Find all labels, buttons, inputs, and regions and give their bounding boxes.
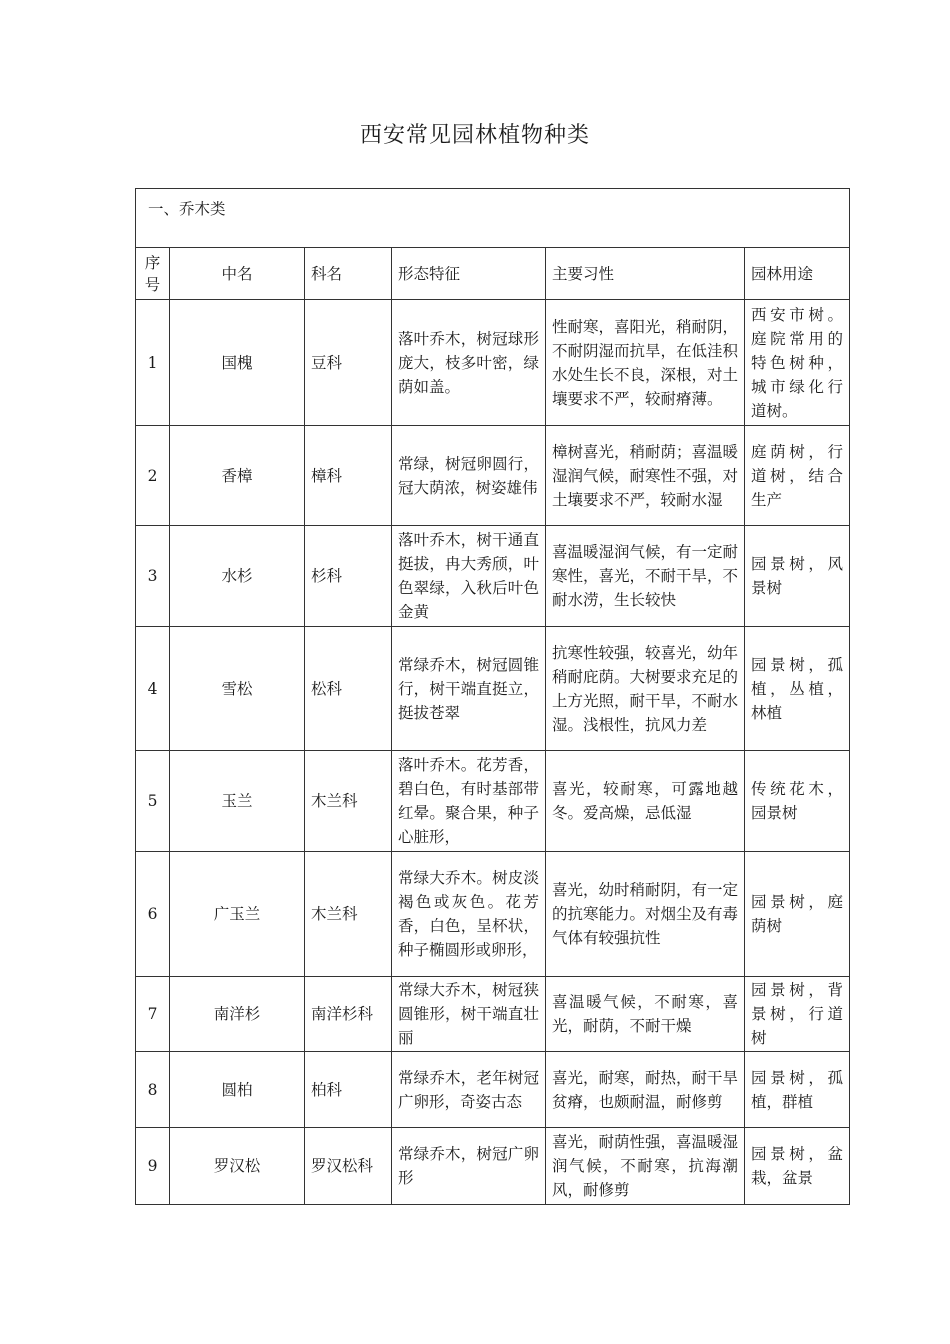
plant-name: 水杉	[170, 526, 305, 627]
plant-name: 香樟	[170, 426, 305, 526]
plant-form: 落叶乔木，树冠球形庞大，枝多叶密，绿荫如盖。	[392, 300, 546, 426]
header-name: 中名	[170, 248, 305, 300]
plant-name: 雪松	[170, 627, 305, 751]
plant-form: 落叶乔木，树干通直挺拔，冉大秀颀，叶色翠绿，入秋后叶色金黄	[392, 526, 546, 627]
row-number: 2	[136, 426, 170, 526]
plant-name: 广玉兰	[170, 852, 305, 977]
table-row	[136, 751, 850, 852]
page-title: 西安常见园林植物种类	[359, 123, 590, 148]
plant-use: 园景树，庭荫树	[745, 852, 850, 977]
plant-habit: 喜光，耐荫性强，喜温暖湿润气候，不耐寒，抗海潮风，耐修剪	[546, 1128, 745, 1205]
plant-use: 园景树，孤植，丛植，林植	[745, 627, 850, 751]
plant-family: 木兰科	[305, 751, 392, 852]
section-heading: 一、乔木类	[136, 189, 850, 248]
plant-family: 木兰科	[305, 852, 392, 977]
table-row	[136, 852, 850, 977]
plant-name: 国槐	[170, 300, 305, 426]
plant-name: 玉兰	[170, 751, 305, 852]
header-no: 序号	[136, 248, 170, 300]
plant-name: 罗汉松	[170, 1128, 305, 1205]
header-family: 科名	[305, 248, 392, 300]
row-number: 8	[136, 1052, 170, 1128]
plant-habit: 樟树喜光，稍耐荫；喜温暖湿润气候，耐寒性不强，对土壤要求不严，较耐水湿	[546, 426, 745, 526]
plant-form: 常绿，树冠卵圆行，冠大荫浓，树姿雄伟	[392, 426, 546, 526]
plant-habit: 性耐寒，喜阳光，稍耐阴，不耐阴湿而抗旱，在低洼积水处生长不良，深根，对土壤要求不严，较耐瘠薄。	[546, 300, 745, 426]
row-number: 7	[136, 977, 170, 1052]
row-number: 5	[136, 751, 170, 852]
plant-form: 常绿乔木，树冠广卵形	[392, 1128, 546, 1205]
plant-family: 柏科	[305, 1052, 392, 1128]
row-number: 3	[136, 526, 170, 627]
row-number: 1	[136, 300, 170, 426]
plant-use: 园景树，背景树，行道树	[745, 977, 850, 1052]
plant-family: 松科	[305, 627, 392, 751]
plant-form: 常绿乔木，树冠圆锥行，树干端直挺立，挺拔苍翠	[392, 627, 546, 751]
plant-use: 园景树，盆栽，盆景	[745, 1128, 850, 1205]
table-row	[136, 627, 850, 751]
plant-habit: 喜光，耐寒，耐热，耐干旱贫瘠，也颇耐温，耐修剪	[546, 1052, 745, 1128]
header-habit: 主要习性	[546, 248, 745, 300]
header-row	[136, 248, 850, 300]
plant-use: 园景树，风景树	[745, 526, 850, 627]
row-number: 4	[136, 627, 170, 751]
plant-form: 常绿大乔木，树冠狭圆锥形，树干端直壮丽	[392, 977, 546, 1052]
plant-family: 樟科	[305, 426, 392, 526]
plant-name: 圆柏	[170, 1052, 305, 1128]
plant-habit: 喜光，幼时稍耐阴，有一定的抗寒能力。对烟尘及有毒气体有较强抗性	[546, 852, 745, 977]
plant-habit: 喜温暖气候，不耐寒，喜光，耐荫，不耐干燥	[546, 977, 745, 1052]
plant-table	[135, 188, 850, 1205]
plant-habit: 抗寒性较强，较喜光，幼年稍耐庇荫。大树要求充足的上方光照，耐干旱，不耐水湿。浅根性，抗风力差	[546, 627, 745, 751]
table-row	[136, 977, 850, 1052]
plant-use: 传统花木，园景树	[745, 751, 850, 852]
plant-name: 南洋杉	[170, 977, 305, 1052]
plant-family: 南洋杉科	[305, 977, 392, 1052]
plant-use: 庭荫树，行道树，结合生产	[745, 426, 850, 526]
plant-family: 罗汉松科	[305, 1128, 392, 1205]
plant-use: 西安市树。庭院常用的特色树种，城市绿化行道树。	[745, 300, 850, 426]
plant-form: 落叶乔木。花芳香，碧白色，有时基部带红晕。聚合果，种子心脏形，	[392, 751, 546, 852]
table-row	[136, 426, 850, 526]
plant-form: 常绿乔木，老年树冠广卵形，奇姿古态	[392, 1052, 546, 1128]
table-row	[136, 1128, 850, 1205]
header-form: 形态特征	[392, 248, 546, 300]
header-use: 园林用途	[745, 248, 850, 300]
plant-habit: 喜温暖湿润气候，有一定耐寒性，喜光，不耐干旱，不耐水涝，生长较快	[546, 526, 745, 627]
table-row	[136, 1052, 850, 1128]
table-row	[136, 526, 850, 627]
plant-habit: 喜光，较耐寒，可露地越冬。爱高燥，忌低湿	[546, 751, 745, 852]
plant-form: 常绿大乔木。树皮淡褐色或灰色。花芳香，白色，呈杯状，种子椭圆形或卵形，	[392, 852, 546, 977]
row-number: 6	[136, 852, 170, 977]
table-row	[136, 300, 850, 426]
plant-use: 园景树，孤植，群植	[745, 1052, 850, 1128]
row-number: 9	[136, 1128, 170, 1205]
plant-family: 豆科	[305, 300, 392, 426]
plant-family: 杉科	[305, 526, 392, 627]
